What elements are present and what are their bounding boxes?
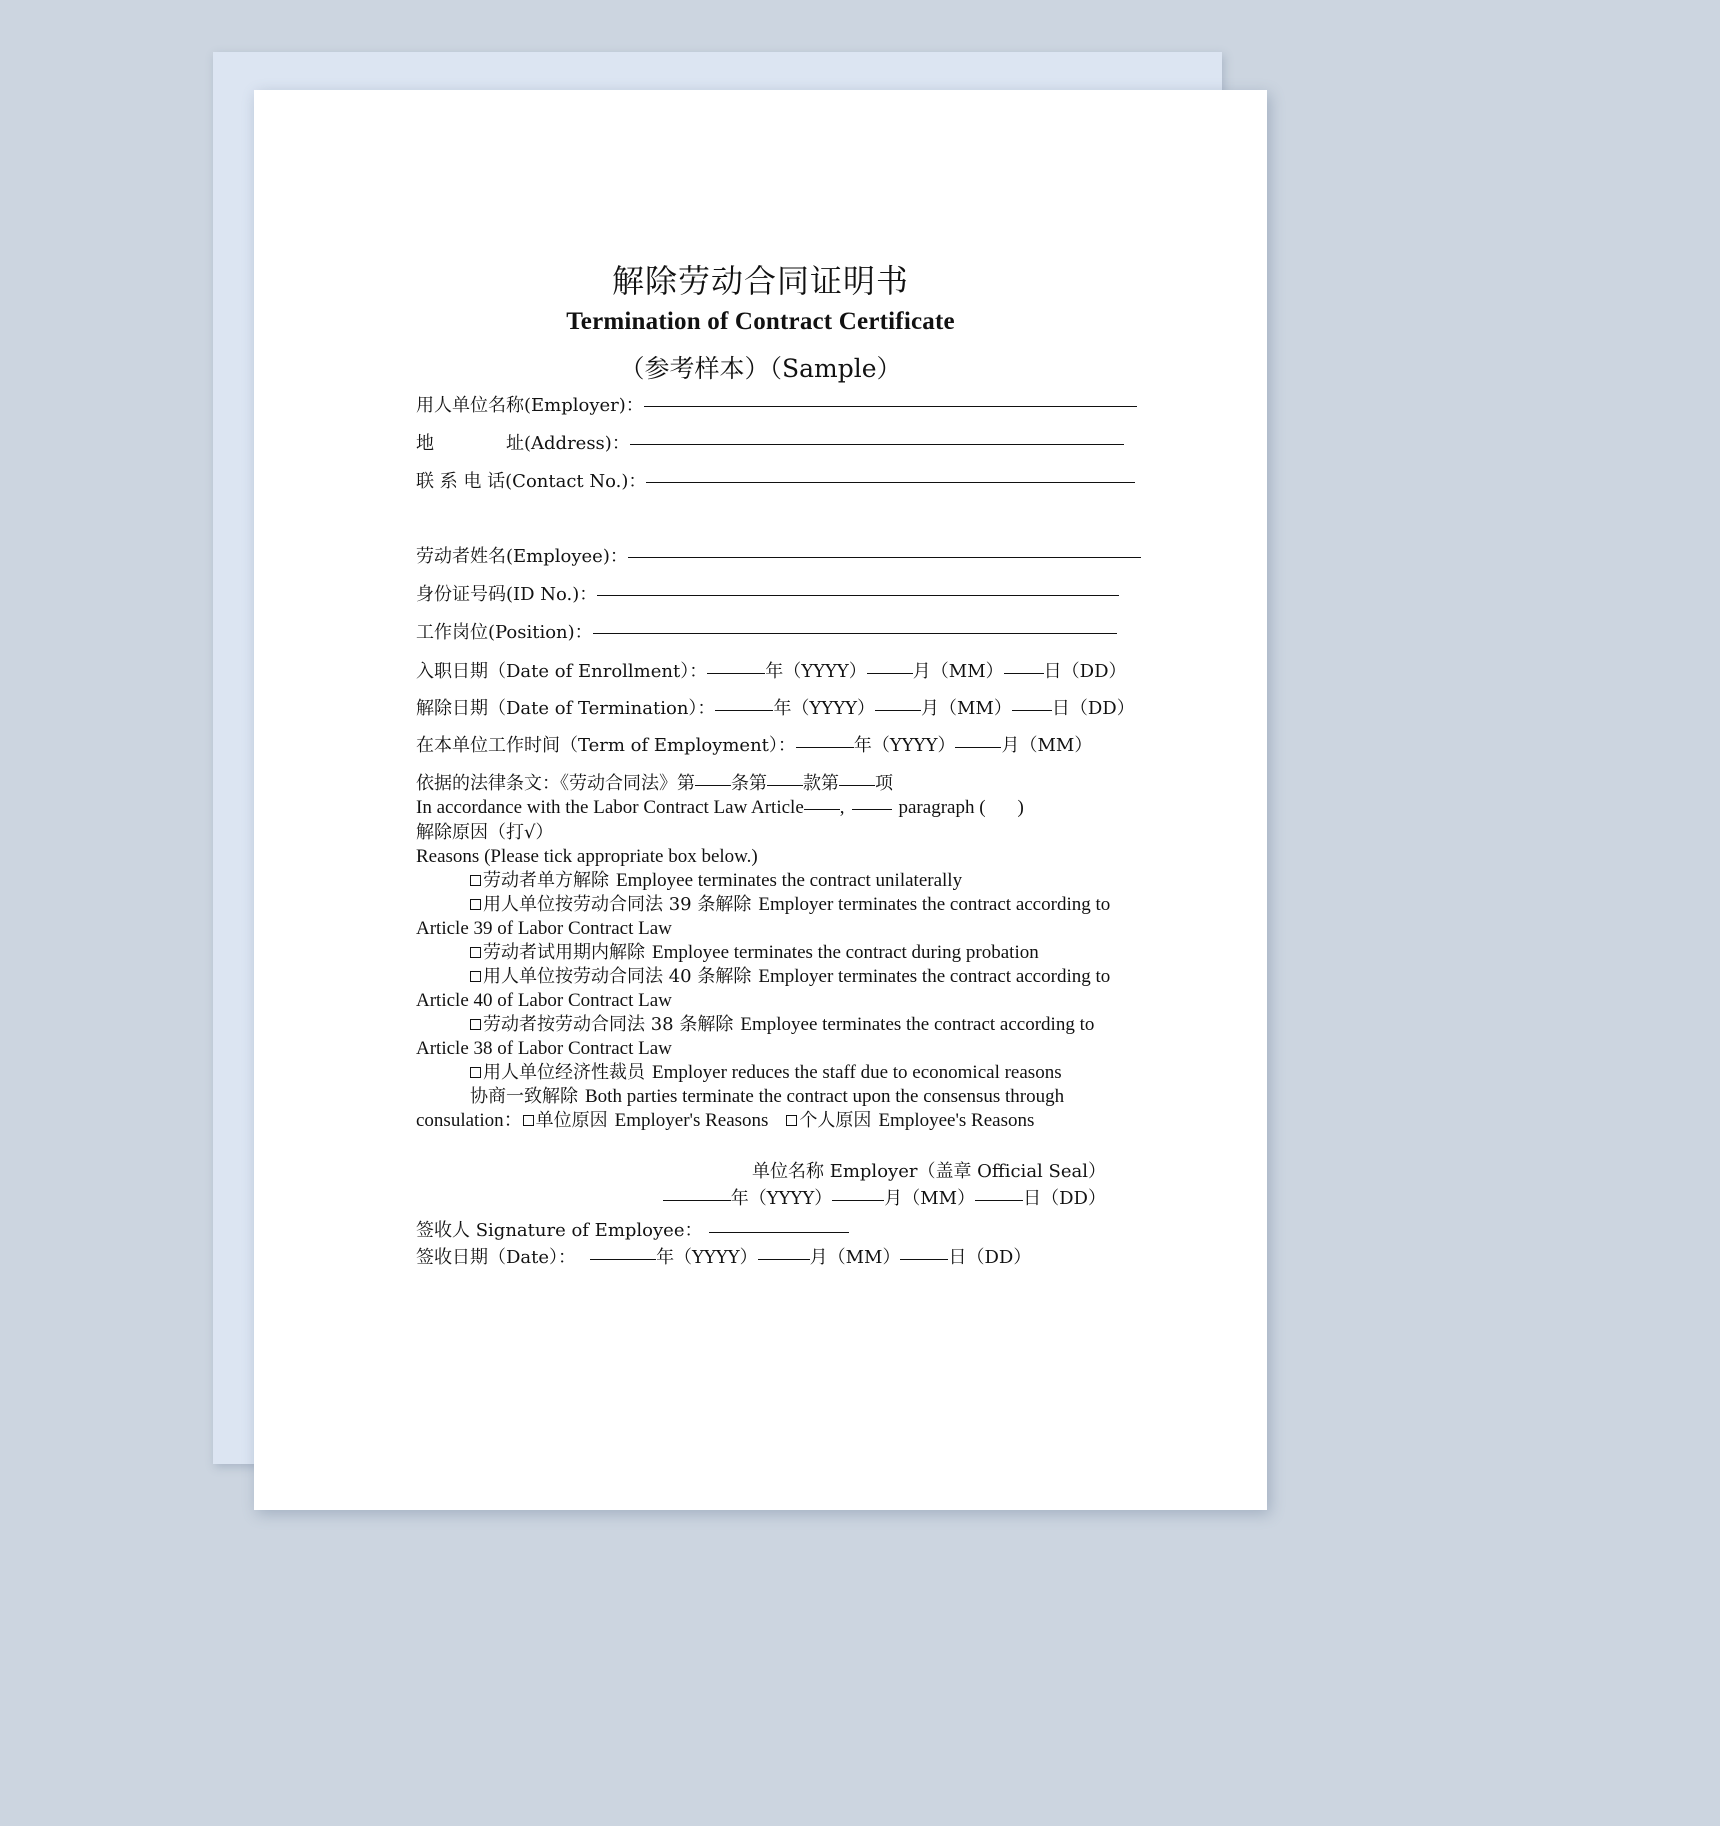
employer-seal-line xyxy=(554,1158,1106,1185)
signature-label: 签收人 Signature of Employee： xyxy=(416,1220,703,1241)
suffix-termination-day: 日（DD） xyxy=(1051,698,1135,719)
reason-item-consensus[interactable] xyxy=(416,1085,1122,1133)
reason-item-1[interactable] xyxy=(416,869,1120,893)
reason-item-4[interactable] xyxy=(416,965,1120,1013)
legal-basis-en-prefix: In accordance with the Labor Contract Law Article xyxy=(416,797,804,818)
field-input-enrollment-day[interactable] xyxy=(1004,673,1044,674)
legal-basis-cn-prefix: 依据的法律条文：《劳动合同法》第 xyxy=(416,773,695,794)
reasons-heading-chinese xyxy=(416,821,1116,845)
field-input-employer[interactable] xyxy=(644,406,1137,407)
legal-input-paragraph-en[interactable] xyxy=(852,809,892,810)
legal-input-article-en[interactable] xyxy=(804,809,840,810)
reason-label-cn-5: 劳动者按劳动合同法 38 条解除 xyxy=(483,1014,734,1035)
signature-date-day-suffix: 日（DD） xyxy=(948,1247,1032,1268)
reason-label-cn-4: 用人单位按劳动合同法 40 条解除 xyxy=(483,966,752,987)
legal-basis-english xyxy=(416,796,1136,820)
legal-basis-chinese xyxy=(416,772,1116,796)
signature-date-day-input[interactable] xyxy=(900,1259,948,1260)
seal-date-month-suffix: 月（MM） xyxy=(884,1188,976,1209)
field-input-contact[interactable] xyxy=(646,482,1135,483)
seal-date-day-suffix: 日（DD） xyxy=(1023,1188,1106,1209)
reasons-heading-en-text: Reasons (Please tick appropriate box below.) xyxy=(416,846,758,867)
page-title-english: Termination of Contract Certificate xyxy=(566,308,955,335)
checkbox-reason-5[interactable] xyxy=(470,1019,481,1030)
employer-seal-date-line xyxy=(554,1185,1106,1212)
field-label-date-enrollment: 入职日期（Date of Enrollment）： xyxy=(416,661,708,682)
legal-basis-en-mid1: , xyxy=(839,797,845,818)
reasons-heading-english xyxy=(416,845,1116,869)
signature-date-year-suffix: 年（YYYY） xyxy=(656,1247,758,1268)
field-input-employee-name[interactable] xyxy=(628,557,1141,558)
reason-label-en-3: Employee terminates the contract during probation xyxy=(652,942,1039,963)
suffix-enrollment-month: 月（MM） xyxy=(912,661,1004,682)
field-label-address: 地 址(Address)： xyxy=(416,433,630,454)
employer-seal-label: 单位名称 Employer（盖章 Official Seal） xyxy=(751,1161,1106,1182)
legal-basis-cn-suffix: 项 xyxy=(875,773,893,794)
employee-signature-line xyxy=(416,1217,849,1244)
seal-date-year-suffix: 年（YYYY） xyxy=(730,1188,833,1209)
seal-date-day-input[interactable] xyxy=(975,1200,1023,1201)
reason-label-en-1: Employee terminates the contract unilaterally xyxy=(616,870,963,891)
legal-input-item-cn[interactable] xyxy=(839,785,875,786)
field-row-contact xyxy=(416,473,1135,492)
signature-date-month-suffix: 月（MM） xyxy=(809,1247,901,1268)
field-input-position[interactable] xyxy=(593,633,1117,634)
checkbox-reason-2[interactable] xyxy=(470,899,481,910)
field-input-address[interactable] xyxy=(630,444,1124,445)
page-subtitle-sample: （参考样本）（Sample） xyxy=(619,354,902,383)
reason-label-cn-2: 用人单位按劳动合同法 39 条解除 xyxy=(483,894,752,915)
field-row-term-of-employment xyxy=(416,737,1092,756)
checkbox-reason-3[interactable] xyxy=(470,947,481,958)
field-row-employee-name xyxy=(416,548,1141,567)
reason-item-2[interactable] xyxy=(416,893,1120,941)
reason-item-3[interactable] xyxy=(416,941,1120,965)
legal-input-clause-cn[interactable] xyxy=(767,785,803,786)
field-label-id-no: 身份证号码(ID No.)： xyxy=(416,584,598,605)
consensus-label-en: Both parties terminate the contract upon the consensus through consulation： xyxy=(416,1086,1065,1132)
checkbox-employer-reasons[interactable] xyxy=(523,1115,534,1126)
field-input-termination-month[interactable] xyxy=(875,710,921,711)
legal-basis-cn-mid2: 款第 xyxy=(803,773,839,794)
field-input-termination-day[interactable] xyxy=(1012,710,1052,711)
legal-basis-cn-mid1: 条第 xyxy=(731,773,767,794)
field-row-address xyxy=(416,435,1124,454)
consensus-employer-en: Employer's Reasons xyxy=(614,1110,769,1132)
consensus-employee-cn: 个人原因 xyxy=(799,1110,872,1132)
field-row-date-termination xyxy=(416,700,1135,719)
field-row-position xyxy=(416,624,1117,643)
signature-input[interactable] xyxy=(709,1232,849,1233)
field-label-employee-name: 劳动者姓名(Employee)： xyxy=(416,546,628,567)
signature-date-month-input[interactable] xyxy=(758,1259,810,1260)
field-row-id-no xyxy=(416,586,1119,605)
reason-label-cn-3: 劳动者试用期内解除 xyxy=(483,942,645,963)
consensus-employee-en: Employee's Reasons xyxy=(878,1110,1035,1132)
field-input-termination-year[interactable] xyxy=(715,710,773,711)
field-input-term-year[interactable] xyxy=(796,747,854,748)
checkbox-reason-1[interactable] xyxy=(470,875,481,886)
suffix-term-month: 月（MM） xyxy=(1001,735,1093,756)
suffix-termination-month: 月（MM） xyxy=(920,698,1012,719)
suffix-termination-year: 年（YYYY） xyxy=(773,698,875,719)
field-input-enrollment-month[interactable] xyxy=(867,673,913,674)
suffix-enrollment-year: 年（YYYY） xyxy=(765,661,867,682)
checkbox-reason-6[interactable] xyxy=(470,1067,481,1078)
checkbox-reason-4[interactable] xyxy=(470,971,481,982)
checkbox-employee-reasons[interactable] xyxy=(786,1115,797,1126)
legal-input-article-cn[interactable] xyxy=(695,785,731,786)
field-input-id-no[interactable] xyxy=(597,595,1119,596)
legal-basis-en-mid2: paragraph ( xyxy=(898,797,986,818)
field-input-enrollment-year[interactable] xyxy=(707,673,765,674)
field-label-date-termination: 解除日期（Date of Termination）： xyxy=(416,698,716,719)
seal-date-year-input[interactable] xyxy=(663,1200,731,1201)
document-page xyxy=(254,90,1267,1510)
reason-item-5[interactable] xyxy=(416,1013,1120,1061)
signature-date-label: 签收日期（Date）： xyxy=(416,1247,577,1268)
page-title-chinese: 解除劳动合同证明书 xyxy=(611,262,909,300)
reason-label-cn-6: 用人单位经济性裁员 xyxy=(483,1062,645,1083)
consensus-label-cn: 协商一致解除 xyxy=(470,1086,578,1107)
reason-label-en-5: Employee terminates the contract according to Article 38 of Labor Contract Law xyxy=(416,1014,1095,1060)
reason-item-6[interactable] xyxy=(416,1061,1120,1085)
suffix-enrollment-day: 日（DD） xyxy=(1043,661,1127,682)
reasons-heading-cn-text: 解除原因（打√） xyxy=(416,822,554,843)
field-label-employer: 用人单位名称(Employer)： xyxy=(416,395,644,416)
field-label-term-of-employment: 在本单位工作时间（Term of Employment）： xyxy=(416,735,796,756)
suffix-term-year: 年（YYYY） xyxy=(853,735,956,756)
signature-date-year-input[interactable] xyxy=(590,1259,656,1260)
reason-label-en-6: Employer reduces the staff due to economical reasons xyxy=(652,1062,1062,1083)
field-label-position: 工作岗位(Position)： xyxy=(416,622,593,643)
field-input-term-month[interactable] xyxy=(955,747,1001,748)
legal-basis-en-suffix: ) xyxy=(1017,797,1024,818)
field-row-date-enrollment xyxy=(416,663,1127,682)
reason-label-en-2: Employer terminates the contract according to Article 39 of Labor Contract Law xyxy=(416,894,1111,940)
consensus-employer-cn: 单位原因 xyxy=(535,1110,608,1132)
employee-signature-date-line xyxy=(416,1244,1031,1271)
document-body xyxy=(254,90,1267,1510)
field-label-contact: 联 系 电 话(Contact No.)： xyxy=(416,471,647,492)
seal-date-month-input[interactable] xyxy=(832,1200,884,1201)
reason-label-cn-1: 劳动者单方解除 xyxy=(483,870,609,891)
reason-label-en-4: Employer terminates the contract according to Article 40 of Labor Contract Law xyxy=(416,966,1111,1012)
field-row-employer xyxy=(416,397,1137,416)
